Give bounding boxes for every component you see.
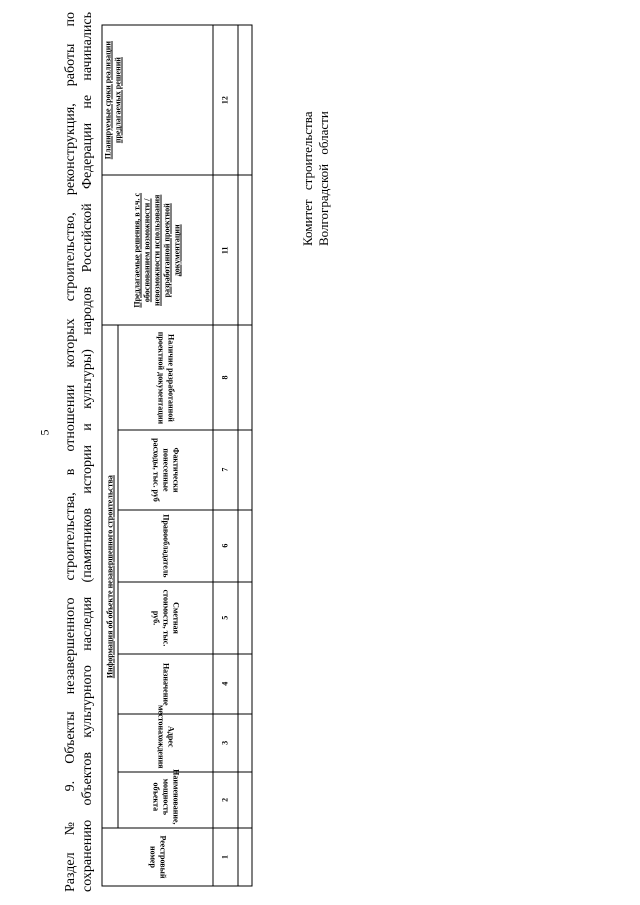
header-planned-dates: Планируемые сроки реализации предлагаемых решений — [102, 25, 213, 175]
table-cell — [238, 654, 252, 714]
column-number: 8 — [213, 325, 238, 429]
column-number: 6 — [213, 510, 238, 582]
column-number: 5 — [213, 582, 238, 654]
column-number: 4 — [213, 654, 238, 714]
table-cell — [238, 510, 252, 582]
header-name-capacity: Наименование, мощность объекта — [118, 772, 213, 828]
table-cell — [238, 828, 252, 886]
column-number: 7 — [213, 430, 238, 510]
column-number: 3 — [213, 714, 238, 772]
header-purpose: Назначение — [118, 654, 213, 714]
header-rights-holder: Правообладатель — [118, 510, 213, 582]
header-proposed-solutions: Предлагаемые решения, в т.ч. с обоснованием возможности /невозможности использования разработанной проектной документации — [102, 175, 213, 325]
header-actual-expenses: Фактически понесенные расходы, тыс. руб — [118, 430, 213, 510]
table-cell — [238, 325, 252, 429]
committee-name: Комитет строительства Волгоградской области — [300, 111, 331, 246]
header-estimated-cost: Сметная стоимость, тыс. руб. — [118, 582, 213, 654]
table-cell — [238, 430, 252, 510]
table-cell — [238, 582, 252, 654]
header-group-object-info: Информация об объекте незавершенного строительства — [102, 325, 118, 828]
section-title-line-2: сохранению объектов культурного наследия (памятников истории и культуры) народов Российской Федерации не начинались — [80, 12, 95, 892]
header-project-documentation: Наличие разработанной проектной документации — [118, 325, 213, 429]
column-number: 2 — [213, 772, 238, 828]
page-number: 5 — [37, 429, 52, 436]
table-cell — [238, 175, 252, 325]
table-cell — [238, 714, 252, 772]
table-cell — [238, 772, 252, 828]
header-address: Адрес местонахождения — [118, 714, 213, 772]
table-cell — [238, 25, 252, 175]
header-registry-number: Реестровый номер — [102, 828, 213, 886]
column-number: 1 — [213, 828, 238, 886]
section-title-line-1: Раздел № 9. Объекты незавершенного строительства, в отношении которых строительство, реконструкция, работы по — [63, 12, 78, 892]
objects-table — [102, 25, 253, 887]
column-number: 11 — [213, 175, 238, 325]
column-number: 12 — [213, 25, 238, 175]
